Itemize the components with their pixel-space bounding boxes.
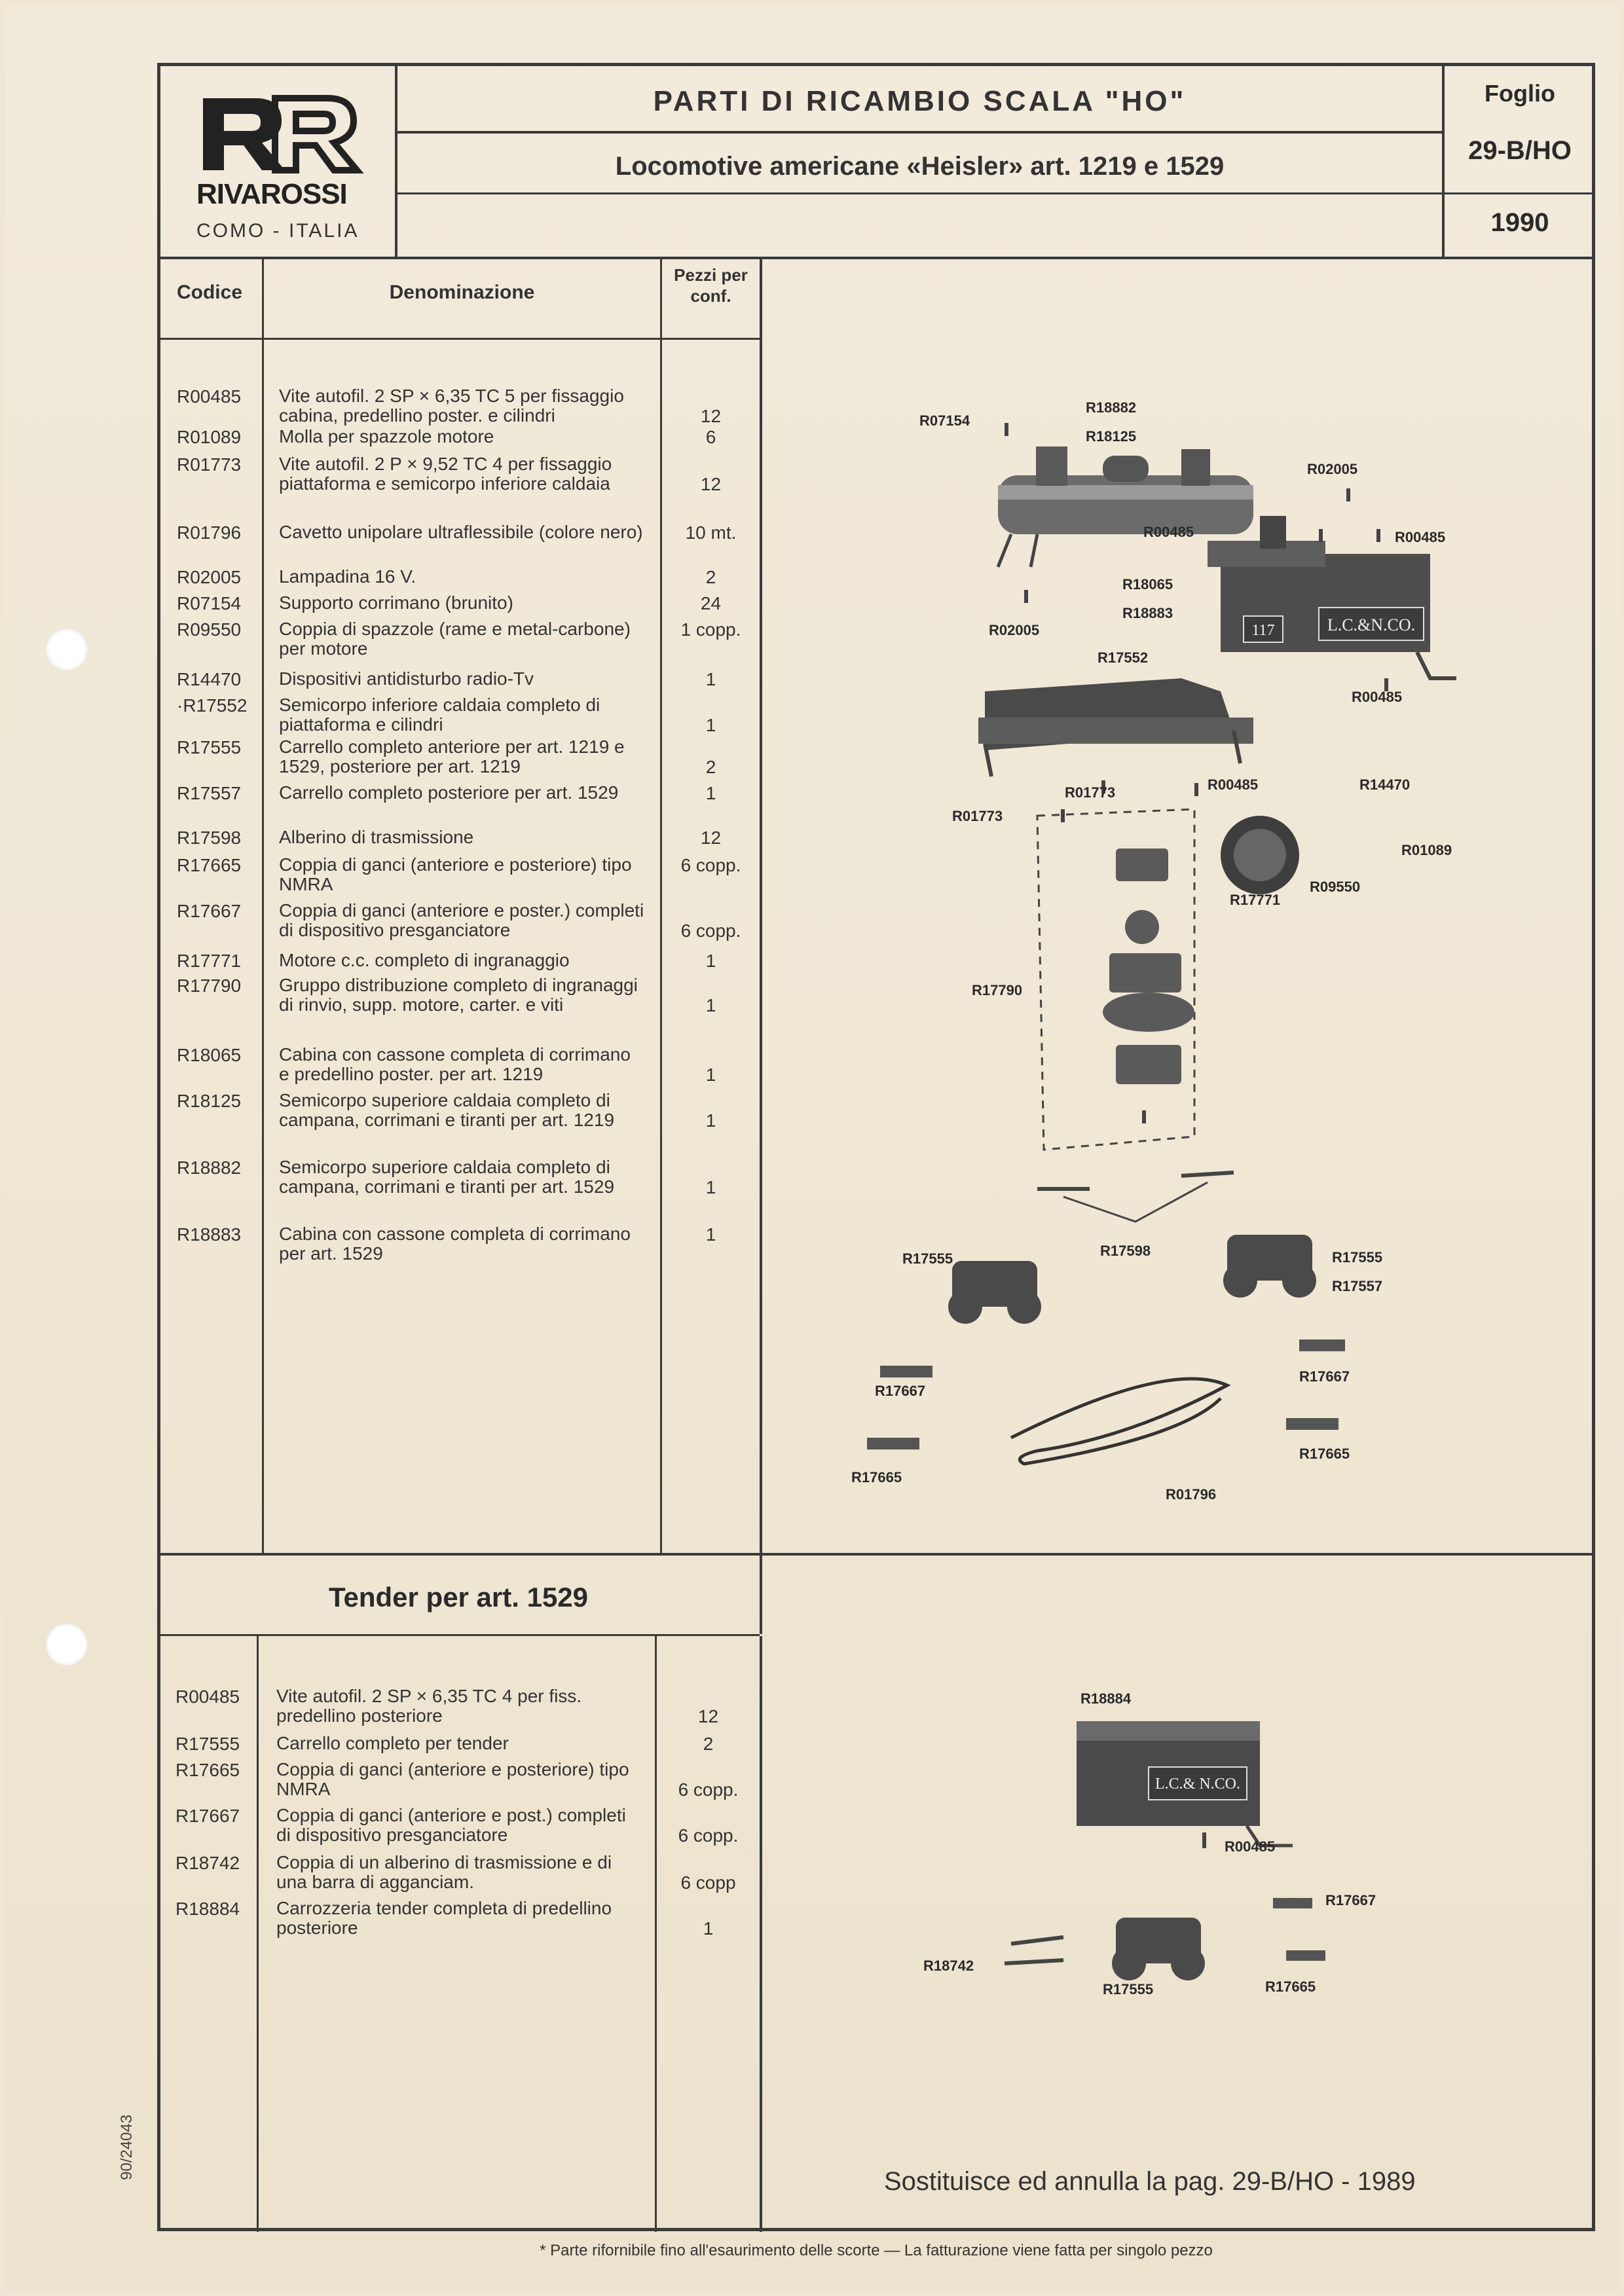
diagram-label: R01089 xyxy=(1401,842,1452,858)
part-description: Carrello completo posteriore per art. 1529 xyxy=(279,782,619,803)
brand-name: RIVAROSSI xyxy=(196,178,347,210)
tender-coupler-icon xyxy=(1273,1898,1325,1961)
tender-part-description: Carrello completo per tender xyxy=(276,1733,509,1753)
part-quantity: 24 xyxy=(700,593,722,613)
part-code: R01796 xyxy=(177,522,242,543)
diagram-label: R17598 xyxy=(1100,1243,1151,1259)
truck-rear-icon xyxy=(1223,1235,1316,1298)
diagram-label: R09550 xyxy=(1310,879,1361,895)
gear-assembly-icon xyxy=(1103,848,1194,1084)
tender-heading: Tender per art. 1529 xyxy=(328,1582,589,1613)
diagram-label: R18065 xyxy=(1122,576,1173,592)
part-code: R17598 xyxy=(177,828,242,848)
part-quantity: 1 xyxy=(705,951,716,971)
diagram-label: R17555 xyxy=(1332,1249,1383,1266)
tender-drawing-icon xyxy=(762,1636,1595,2094)
tender-part-quantity: 12 xyxy=(697,1706,719,1726)
diagram-label: R02005 xyxy=(1307,461,1358,477)
part-quantity: 1 xyxy=(705,669,716,689)
part-code: R17665 xyxy=(177,855,242,875)
part-code: R17771 xyxy=(177,951,242,971)
part-quantity: 12 xyxy=(700,406,722,426)
diagram-label: R18883 xyxy=(1122,605,1173,621)
tender-heading-side xyxy=(760,1556,762,1634)
diagram-label: R17555 xyxy=(902,1250,953,1267)
tender-part-code: R18742 xyxy=(175,1853,240,1873)
diagram-label: R17667 xyxy=(1299,1368,1350,1385)
tender-plate-text: L.C.& N.CO. xyxy=(1154,1776,1241,1793)
part-quantity: 1 xyxy=(705,1110,716,1131)
subtitle-bottom-line xyxy=(395,192,1595,194)
part-description: Semicorpo superiore caldaia completo di campana, corrimani e tiranti per art. 1529 xyxy=(279,1157,615,1197)
tender-part-quantity: 1 xyxy=(703,1918,714,1939)
punch-hole xyxy=(46,629,88,670)
part-description: Coppia di spazzole (rame e metal-carbone) per motore xyxy=(279,619,631,659)
part-quantity: 2 xyxy=(705,757,716,777)
part-quantity: 1 xyxy=(705,1065,716,1085)
diagram-label: R00485 xyxy=(1143,524,1194,540)
part-quantity: 1 xyxy=(705,1177,716,1197)
part-description: Carrello completo anteriore per art. 1219 e 1529, posteriore per art. 1219 xyxy=(279,737,625,776)
diagram-label: R17790 xyxy=(972,982,1023,998)
part-description: Semicorpo inferiore caldaia completo di piattaforma e cilindri xyxy=(279,695,600,735)
sheet-label: Foglio xyxy=(1485,80,1555,107)
part-description: Motore c.c. completo di ingranaggio xyxy=(279,950,570,970)
diagram-label: R18125 xyxy=(1086,428,1137,445)
diagram-label: R02005 xyxy=(989,622,1040,638)
desc-col-line xyxy=(660,257,662,1553)
tender-code-col-line xyxy=(257,1636,259,2232)
page-subtitle: Locomotive americane «Heisler» art. 1219 e 1529 xyxy=(615,152,1225,181)
diagram-label: R01773 xyxy=(1065,784,1116,801)
part-code: R14470 xyxy=(177,669,242,689)
diagram-label: R00485 xyxy=(1352,689,1403,705)
part-code: ·R17552 xyxy=(177,695,248,716)
part-quantity: 6 copp. xyxy=(680,855,741,875)
tender-part-quantity: 6 copp. xyxy=(678,1825,739,1846)
part-description: Cabina con cassone completa di corrimano per art. 1529 xyxy=(279,1224,631,1264)
tender-part-code: R17665 xyxy=(175,1760,240,1780)
part-code: R18065 xyxy=(177,1045,242,1065)
tender-part-code: R17555 xyxy=(175,1734,240,1754)
tender-part-quantity: 6 copp. xyxy=(678,1779,739,1800)
loco-drawing-icon xyxy=(762,259,1595,1553)
loco-exploded-diagram xyxy=(762,259,1595,1553)
diagram-label: R17665 xyxy=(851,1469,902,1485)
part-quantity: 1 xyxy=(705,715,716,735)
diagram-label: R17552 xyxy=(1098,649,1149,666)
tender-part-code: R17667 xyxy=(175,1806,240,1826)
tender-shaft-icon xyxy=(1005,1937,1063,1963)
diagram-label: R18882 xyxy=(1086,399,1137,416)
tender-part-code: R00485 xyxy=(175,1686,240,1707)
sheet-number: 29-B/HO xyxy=(1468,136,1572,165)
tender-part-code: R18884 xyxy=(175,1899,240,1919)
part-description: Dispositivi antidisturbo radio-Tv xyxy=(279,668,534,689)
coupler-icon xyxy=(867,1339,1345,1449)
part-quantity: 2 xyxy=(705,567,716,587)
part-code: R09550 xyxy=(177,619,242,640)
part-description: Alberino di trasmissione xyxy=(279,827,474,847)
tender-part-description: Coppia di un alberino di trasmissione e di una barra di agganciam. xyxy=(276,1852,612,1892)
sheet-year: 1990 xyxy=(1490,208,1549,237)
diagram-label: R01773 xyxy=(952,808,1003,824)
tender-screw-icon xyxy=(1202,1832,1206,1848)
part-description: Molla per spazzole motore xyxy=(279,426,494,446)
page-title: PARTI DI RICAMBIO SCALA "HO" xyxy=(653,85,1187,117)
part-description: Vite autofil. 2 P × 9,52 TC 4 per fissaggio piattaforma e semicorpo inferiore caldaia xyxy=(279,454,612,494)
tender-diagram-label: R17667 xyxy=(1325,1892,1376,1908)
footnote: * Parte rifornibile fino all'esaurimento delle scorte — La fatturazione viene fatta per singolo pezzo xyxy=(540,2242,1213,2259)
tender-diagram-label: R17665 xyxy=(1265,1978,1316,1995)
part-quantity: 1 xyxy=(705,995,716,1015)
part-quantity: 6 copp. xyxy=(680,920,741,941)
part-description: Coppia di ganci (anteriore e posteriore) tipo NMRA xyxy=(279,854,632,894)
cab-plate-text: L.C.&N.CO. xyxy=(1327,615,1416,634)
part-code: R17557 xyxy=(177,783,242,803)
shaft-icon xyxy=(1037,1173,1234,1189)
side-code: 90/24043 xyxy=(118,2114,136,2180)
frame-lower-icon xyxy=(978,678,1253,776)
code-col-line xyxy=(262,257,264,1553)
diagram-label: R01796 xyxy=(1166,1486,1217,1503)
part-description: Cabina con cassone completa di corrimano e predellino poster. per art. 1219 xyxy=(279,1044,631,1084)
part-code: R07154 xyxy=(177,593,242,613)
tender-part-quantity: 2 xyxy=(703,1734,714,1754)
part-code: R17667 xyxy=(177,901,242,921)
part-description: Coppia di ganci (anteriore e poster.) completi di dispositivo presganciatore xyxy=(279,900,644,940)
diagram-label: R00485 xyxy=(1395,529,1446,545)
cable-icon xyxy=(1011,1379,1227,1464)
part-code: R00485 xyxy=(177,386,242,407)
tender-diagram-label: R00485 xyxy=(1225,1838,1276,1855)
brand-location: COMO - ITALIA xyxy=(196,220,360,242)
diagram-label: R17557 xyxy=(1332,1278,1383,1294)
motor-icon xyxy=(1221,816,1299,894)
part-quantity: 1 copp. xyxy=(680,619,741,640)
part-description: Supporto corrimano (brunito) xyxy=(279,592,513,613)
part-description: Semicorpo superiore caldaia completo di campana, corrimani e tiranti per art. 1219 xyxy=(279,1090,615,1130)
tender-heading-box xyxy=(157,1556,760,1634)
part-code: R18125 xyxy=(177,1091,242,1111)
part-code: R18882 xyxy=(177,1157,242,1178)
part-code: R01773 xyxy=(177,454,242,475)
col-header-name: Denominazione xyxy=(389,282,535,303)
col-header-code: Codice xyxy=(176,282,243,303)
tender-body-icon xyxy=(1077,1721,1293,1846)
diagram-label: R17771 xyxy=(1230,892,1281,908)
part-description: Vite autofil. 2 SP × 6,35 TC 5 per fissaggio cabina, predellino poster. e cilindri xyxy=(279,386,624,426)
tender-part-description: Vite autofil. 2 SP × 6,35 TC 4 per fiss. predellino posteriore xyxy=(276,1686,582,1726)
part-description: Cavetto unipolare ultraflessibile (colore nero) xyxy=(279,522,643,542)
cab-number-text: 117 xyxy=(1251,622,1275,639)
part-code: R18883 xyxy=(177,1224,242,1245)
diagram-label: R14470 xyxy=(1359,776,1411,793)
part-description: Gruppo distribuzione completo di ingranaggi di rinvio, supp. motore, carter. e viti xyxy=(279,975,638,1015)
column-header-line xyxy=(157,338,762,340)
rivarossi-logo xyxy=(196,92,367,170)
part-quantity: 10 mt. xyxy=(685,522,737,543)
part-quantity: 1 xyxy=(705,1224,716,1245)
part-quantity: 1 xyxy=(705,783,716,803)
replaces-note: Sostituisce ed annulla la pag. 29-B/HO - 1989 xyxy=(884,2167,1416,2196)
diagram-label: R17665 xyxy=(1299,1446,1350,1462)
part-code: R02005 xyxy=(177,567,242,587)
part-quantity: 12 xyxy=(700,474,722,494)
title-divider xyxy=(395,131,1442,134)
diagram-label: R00485 xyxy=(1208,776,1259,793)
rr-logo-icon xyxy=(196,92,367,177)
diagram-label: R07154 xyxy=(919,412,970,429)
tender-diagram-label: R17555 xyxy=(1103,1981,1154,1997)
col-header-qty: Pezzi per conf. xyxy=(674,265,748,306)
part-code: R17790 xyxy=(177,975,242,996)
diagram-label: R17667 xyxy=(875,1383,926,1399)
tender-exploded-diagram xyxy=(762,1636,1595,2232)
part-code: R17555 xyxy=(177,737,242,757)
part-quantity: 12 xyxy=(700,828,722,848)
tender-diagram-label: R18742 xyxy=(923,1958,974,1974)
part-quantity: 6 xyxy=(705,427,716,447)
part-description: Lampadina 16 V. xyxy=(279,566,416,587)
punch-hole xyxy=(46,1624,88,1666)
tender-diagram-label: R18884 xyxy=(1080,1690,1132,1707)
part-code: R01089 xyxy=(177,427,242,447)
truck-front-icon xyxy=(948,1261,1041,1324)
tender-header-line xyxy=(157,1634,760,1636)
tender-part-description: Coppia di ganci (anteriore e posteriore) tipo NMRA xyxy=(276,1759,629,1799)
tender-part-quantity: 6 copp xyxy=(680,1872,736,1893)
tender-truck-icon xyxy=(1112,1918,1205,1980)
tender-part-description: Coppia di ganci (anteriore e post.) completi di dispositivo presganciatore xyxy=(276,1805,626,1845)
tender-part-description: Carrozzeria tender completa di predellino posteriore xyxy=(276,1898,612,1938)
